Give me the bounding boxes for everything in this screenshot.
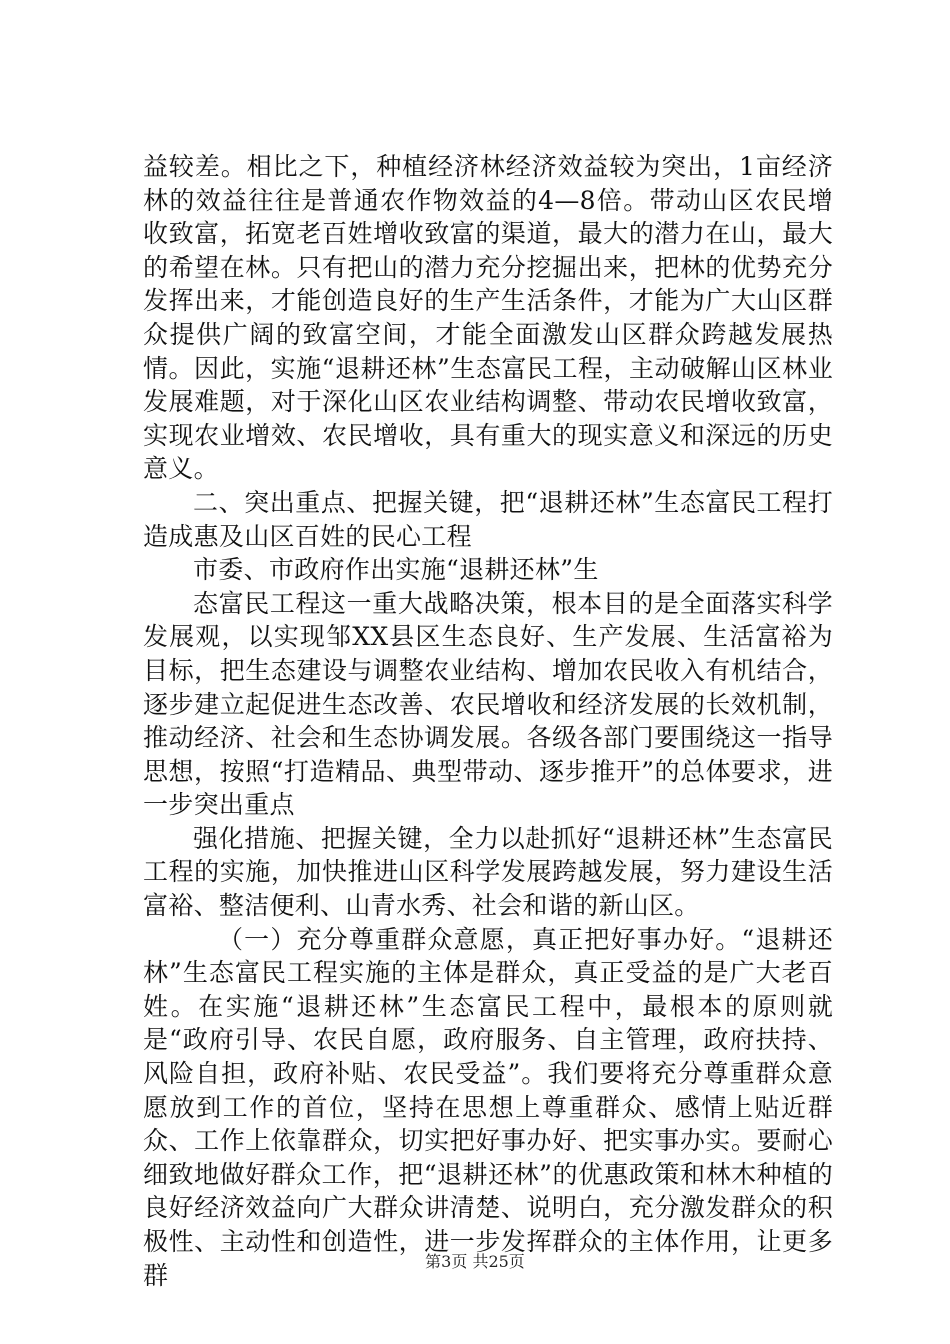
section-heading: 二、突出重点、把握关键，把“退耕还林”生态富民工程打造成惠及山区百姓的民心工程	[143, 487, 833, 551]
paragraph-continuation: 益较差。相比之下，种植经济林经济效益较为突出，1亩经济林的效益往往是普通农作物效益的4—8倍。带动山区农民增收致富，拓宽老百姓增收致富的渠道，最大的潜力在山，最大的希望在林。只有把山的潜力充分挖掘出来，把林的优势充分发挥出来，才能创造良好的生产生活条件，才能为广大山区群众提供广阔的致富空间，才能全面激发山区群众跨越发展热情。因此，实施“退耕还林”生态富民工程，主动破解山区林业发展难题，对于深化山区农业结构调整、带动农民增收致富，实现农业增效、农民增收，具有重大的现实意义和深远的历史意义。	[143, 152, 833, 484]
paragraph: 态富民工程这一重大战略决策，根本目的是全面落实科学发展观，以实现邹XX县区生态良好、生产发展、生活富裕为目标，把生态建设与调整农业结构、增加农民收入有机结合，逐步建立起促进生态改善、农民增收和经济发展的长效机制，推动经济、社会和生态协调发展。各级各部门要围绕这一指导思想，按照“打造精品、典型带动、逐步推开”的总体要求，进一步突出重点	[143, 588, 833, 820]
subsection-paragraph: （一）充分尊重群众意愿，真正把好事办好。“退耕还林”生态富民工程实施的主体是群众，真正受益的是广大老百姓。在实施“退耕还林”生态富民工程中，最根本的原则就是“政府引导、农民自愿，政府服务、自主管理，政府扶持、风险自担，政府补贴、农民受益”。我们要将充分尊重群众意愿放到工作的首位，坚持在思想上尊重群众、感情上贴近群众、工作上依靠群众，切实把好事办好、把实事办实。要耐心细致地做好群众工作，把“退耕还林”的优惠政策和林木种植的良好经济效益向广大群众讲清楚、说明白，充分激发群众的积极性、主动性和创造性，进一步发挥群众的主体作用，让更多群	[143, 924, 833, 1290]
paragraph-fragment: 市委、市政府作出实施“退耕还林”生	[193, 555, 599, 585]
paragraph: 强化措施、把握关键，全力以赴抓好“退耕还林”生态富民工程的实施，加快推进山区科学发展跨越发展，努力建设生活富裕、整洁便利、山青水秀、社会和谐的新山区。	[143, 823, 833, 921]
document-body	[143, 150, 833, 1292]
page-number-footer: 第3页 共25页	[425, 1252, 525, 1271]
